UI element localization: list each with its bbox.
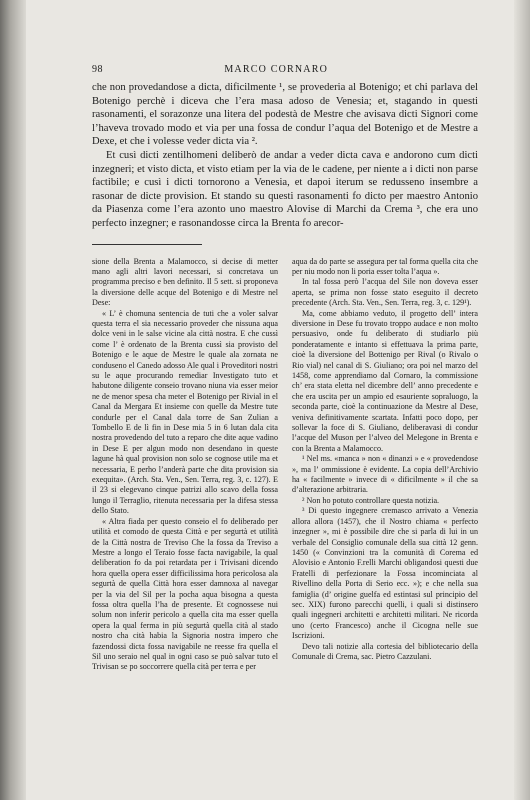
page-number: 98 [92,64,103,75]
note-paragraph: aqua da do parte se assegura per tal forma quella cita che per niu modo non li poria esser tolta l’aqua ». [292,256,478,276]
main-paragraph-2: Et cusì dicti zentilhomeni deliberò de andar a veder dicta cava e andorono cum dicti inzegneri; et visto dicta, et visto etiam per la via de le cadene, per niente a i dicti non parse factibile; e cusì i dicti tornorono a Venesia, et dapoi iterum se redusseno insembre a rasonar de dicte provision. Et stando su questi rasonamenti fo dicto per maestro Antonio da Piasenza come l’era azonto uno maestro Alovise di Marchi da Crema ³, che era uno perfecto inzegner; e rasonandosse circa la Brenta fo arecor- [92,149,478,229]
running-title: MARCO CORNARO [224,64,328,75]
footnotes [92,257,478,673]
footnote-2: ² Non ho potuto controllare questa notizia. [302,495,440,505]
note-paragraph: « L’ è chomuna sentencia de tuti che a voler salvar questa terra el sia necessario proveder che nissuna aqua dolce veni in le salse vicine ala città nostra. E che cussì come l’ è ordenato de la Brenta cussì sia provisto del Botenigo e le aque de Mestre le quale ala zornata ne conduseno el Canedo adosso Ale qual i Proveditori nostri su le aque procurando remediar Investigato tuto et habutone diligente conseio trovano niuna via esser meior ne de menor spesa cha meter el Botenigo per Rivial in el Canal da Mergara Et insieme con quelle da Mestre tute condurle per el Canal dala torre de San Zulian a Tombello E de lì fin in Dese mia 5 in 6 lutan dala cita nostra provedendo del tuto a reparo che dite aque vadino in Dese E per algun modo non desendano in queste lagune hà qual provision non solo se cognose utile ma et necessaria, E perho l’anderà parte che dita provision sia exequita». (Arch. Sta. Ven., Sen. Terra, reg. 3, c. 127). E il 23 si elegevano cinque patrizi allo scavo della fossa lungo il Terraglio, ritenuta necessaria per la difesa stessa dello Stato. [92,308,278,516]
scan-shadow-left [0,0,26,800]
footnote-3: ³ Di questo ingegnere cremasco arrivato a Venezia allora allora (1457), che il Nostro chiama « perfecto inzegner », mi è possibile dire che si parla di lui in un verbale del Consiglio comunale della sua città 12 genn. 1450 (« Convinzioni tra la comunità di Corema ed Alovisio e Antonio F.relli Marchi obligandosi questi due Fratelli di perfezionare la Fossa incominciata al Rivellino della Porta di Serio ecc. »); e che nella sua famiglia (d’ origine guelfa ed estintasi sul principio del sec. XIX) furono parecchi quelli, i quali si distinsero quali ingegneri architetti e architetti militari. Ne ricorda uno (certo Francesco) anche il Cicogna nelle sue Iscrizioni. [292,506,478,641]
footnote-1: ¹ Nel ms. «manca » non « dinanzi » e « provedendose », ma l’ ommissione è evidente. La copia dell’Archivio ha « facilmente » invece di « dificilmente » il che sa d’alterazione arbitraria. [292,454,478,495]
scan-shadow-right [514,0,530,800]
footnotes-left-column [92,257,278,673]
note-paragraph: In tal fossa però l’acqua del Sile non doveva esser aperta, se prima non fosse stato eseguito il decreto precedente (Arch. Sta. Ven., Sen. Terra, reg. 3, c. 129¹). [292,277,478,308]
page-header [92,64,478,75]
acknowledgement: Devo tali notizie alla cortesia del bibliotecario della Comunale di Crema, sac. Pietro Cazzulani. [292,641,478,661]
note-paragraph: sione della Brenta a Malamocco, si decise di metter mano agli altri lavori necessari, si concretava un programma preciso e ben definito. Il 5 sett. si proponeva la diversione delle acque del Botenigo e di Mestre nel Dese: [92,256,278,308]
main-text [92,81,478,231]
footnote-rule [92,244,202,245]
main-paragraph-1: che non provedandose a dicta, dificilmente ¹, se provederia al Botenigo; et chi parlava del Botenigo perchè i diceva che l’era masa adoso de Venesia; et, stagando in questi rasonamenti, el sorazonze una litera del podestà de Mestre che avisava dicti Signori come l’haveva trovado modo et via per una fossa de condur l’aqua del Botenigo et de Mestre a Dexe, et che i volesse veder dicta via ². [92,82,478,148]
note-paragraph: « Altra fiada per questo conseio el fo deliberado per utilità et comodo de questa Città e per segurtà et utilità de la Città nostra de Treviso Che la fossa da Treviso a Mestre a longo el Teraio fosse facta navigabile, la qual deliberation fo da poi retardata per i Trivisani dicendo hora quella opera esser difficilissima hora pericolosa ala segurtà de quella Città hora esser damnoxa al navegar per la via del Sil per la pocha aqua bisogna a questa fossa oltra quella l’ha de presente. Et cognossese nui solum non inferir pericolo a quella cita ma esser quella opera la qual ferma in più segurtà quella cità al stado nostro cha cità habia la Signoria nostra impero che fazendossi dicta fossa navigabile ne reesse fra quella el Sil uno seraio nel qual in ogni caso se può salvar tuto el Trivisan se po soccorrere quella cità per terra e per [92,516,278,672]
note-paragraph: Ma, come abbiamo veduto, il progetto dell’ intera diversione in Dese fu trovato troppo audace e non molto persuasivo, onde fu deliberato di studiarlo più ponderatamente e intanto si effettuava la prima parte, cioè la diversione del Bottenigo per Rival (o Rivalo o Rio vial) nel canal di S. Giuliano; ora poi nel marzo del 1458, come apprendiamo dal Cornaro, la commissione ch’ era stata eletta nel dicembre dell’ anno precedente e che era uscita per un ampio ed esauriente sopraluogo, la seconda parte, cioè la continuazione da Mestre al Dese, veniva definitivamente scartata. Infatti poco dopo, per sollevar la foce di S. Giuliano, deliberavasi di condur l’acque del Muson per l’alveo del Melegone in Brenta e con la Brenta a Malamocco. [292,308,478,453]
footnotes-right-column [292,257,478,673]
